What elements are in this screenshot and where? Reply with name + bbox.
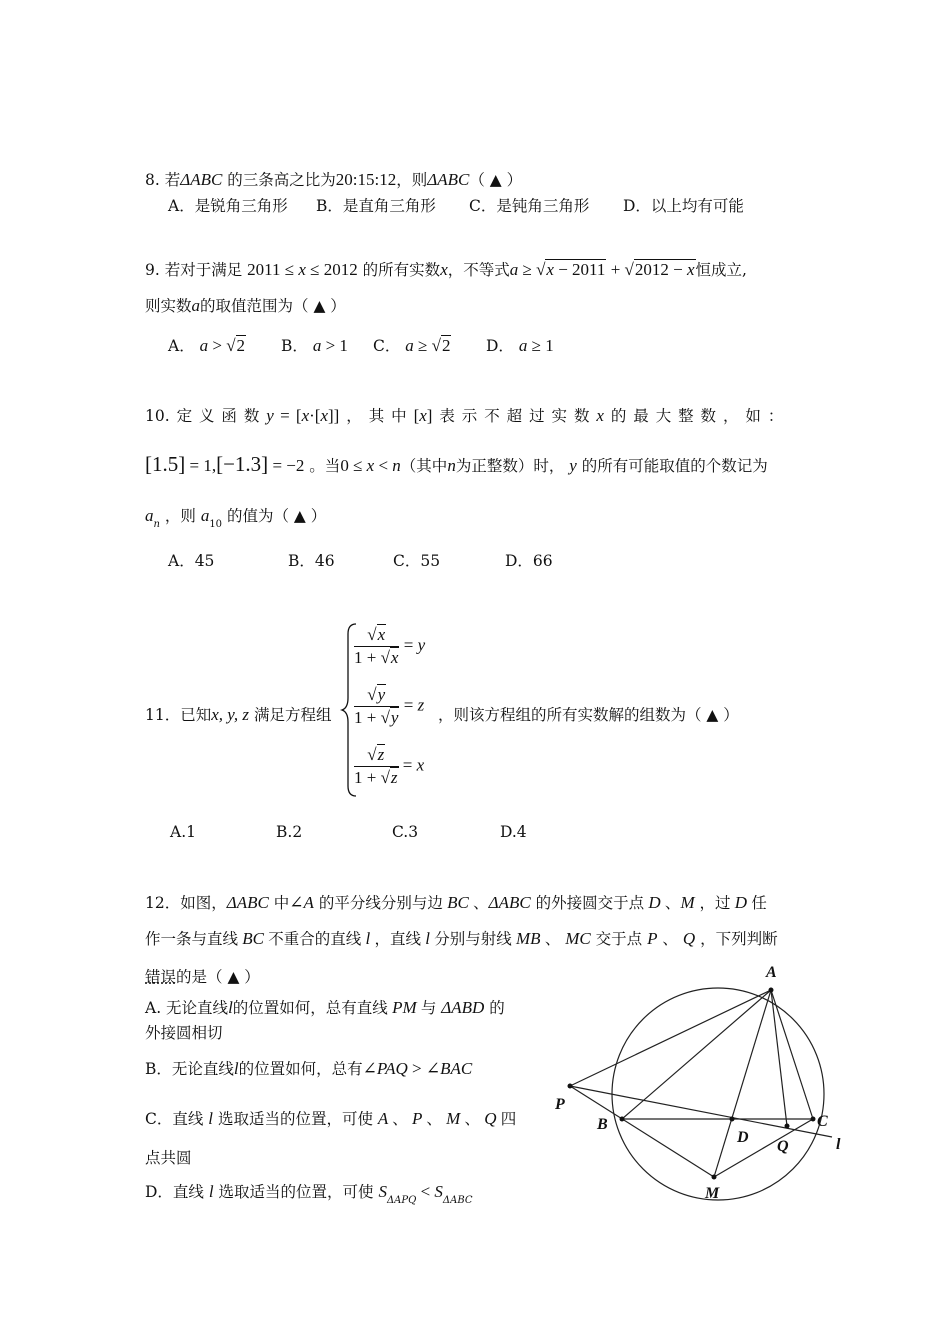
q9-option-c: C． a ≥ √2	[373, 336, 451, 355]
q9-option-d: D． a ≥ 1	[486, 336, 554, 355]
q11-option-d: D.4	[500, 823, 527, 841]
q10-line3: $a_n$ ，则 $a_{10}$ 的值为（ ▲ ）	[145, 506, 327, 530]
q12-option-a-cont: 外接圆相切	[145, 1024, 223, 1042]
q11-option-a: A.1	[170, 823, 196, 841]
circumcircle	[612, 988, 824, 1200]
q10-option-d: D．66	[505, 552, 553, 570]
point-a	[769, 988, 774, 993]
label-c: C	[817, 1113, 828, 1130]
q10-option-a: A．45	[168, 552, 215, 570]
q12-option-c: C．直线 l 选取适当的位置，可使 A 、 P 、 M 、 Q 四	[145, 1109, 517, 1128]
q8-stem: 8. 若ΔABC 的三条高之比为20:15:12，则ΔABC（ ▲ ）	[145, 170, 523, 189]
label-d: D	[737, 1129, 749, 1146]
q11-eq3: $\frac{√z}{1 + √z}$ = x	[354, 745, 425, 787]
segment-aq	[771, 990, 787, 1126]
q11-option-b: B.2	[276, 823, 303, 841]
q11-option-c: C.3	[392, 823, 419, 841]
q11-suffix: ，则该方程组的所有实数解的组数为（ ▲ ）	[438, 706, 739, 724]
q11-prefix: 11．已知x, y, z 满足方程组	[145, 705, 332, 724]
label-b: B	[597, 1116, 608, 1133]
point-d	[730, 1117, 735, 1122]
q9-line2: 则实数a的取值范围为（ ▲ ）	[145, 296, 346, 315]
segment-ab	[622, 990, 771, 1119]
q10-option-c: C．55	[393, 552, 441, 570]
segment-ap	[570, 990, 771, 1086]
q11-eq2: $\frac{√y}{1 + √y}$ = z	[354, 685, 425, 727]
q10-line1: 10. 定 义 函 数 y = [x·[x]] ， 其 中 [x] 表 示 不 超 过 实 数 x 的 最 大 整 数 ， 如 ：	[145, 406, 784, 425]
q8-option-b: B．是直角三角形	[316, 197, 436, 215]
point-b	[620, 1117, 625, 1122]
q12-option-b: B．无论直线l的位置如何，总有∠PAQ > ∠BAC	[145, 1059, 473, 1078]
q12-option-a: A. 无论直线l的位置如何，总有直线 PM 与 ΔABD 的	[145, 998, 505, 1017]
q11-eq1: $\frac{√x}{1 + √x}$ = y	[354, 625, 426, 667]
q8-option-a: A．是锐角三角形	[168, 197, 288, 215]
point-p	[568, 1084, 573, 1089]
q12-line1: 12．如图，ΔABC 中∠A 的平分线分别与边 BC 、ΔABC 的外接圆交于点 D 、M ，过 D 任	[145, 893, 767, 912]
q10-line2: [1.5] = 1,[−1.3] = −2 。当0 ≤ x < n（其中n为正整数）时， y 的所有可能取值的个数记为	[145, 452, 768, 476]
q12-option-d: D．直线 l 选取适当的位置，可使 $S_{\Delta APQ} < S_{\Delta ABC}$	[145, 1182, 473, 1206]
label-a: A	[766, 964, 777, 981]
q12-figure	[540, 955, 850, 1205]
segment-ac	[771, 990, 813, 1119]
q12-line3: 错误的是（ ▲ ）	[145, 968, 260, 986]
q9-option-b: B． a > 1	[281, 336, 348, 355]
q8-option-c: C．是钝角三角形	[469, 197, 590, 215]
q9-stem: 9. 若对于满足 2011 ≤ x ≤ 2012 的所有实数x，不等式a ≥ √x − 2011 + √2012 − x恒成立,	[145, 260, 747, 279]
q10-option-b: B．46	[288, 552, 335, 570]
label-l: l	[836, 1136, 841, 1153]
label-q: Q	[777, 1138, 789, 1155]
point-m	[712, 1175, 717, 1180]
label-p: P	[555, 1096, 565, 1113]
q12-option-c-cont: 点共圆	[145, 1149, 192, 1167]
q9-option-a: A． a > √2	[168, 336, 246, 355]
q12-line2: 作一条与直线 BC 不重合的直线 l ，直线 l 分别与射线 MB 、 MC 交于点 P 、 Q ，下列判断	[145, 929, 778, 948]
label-m: M	[705, 1185, 720, 1202]
q8-option-d: D．以上均有可能	[623, 197, 744, 215]
point-c	[811, 1117, 816, 1122]
point-q	[785, 1124, 790, 1129]
